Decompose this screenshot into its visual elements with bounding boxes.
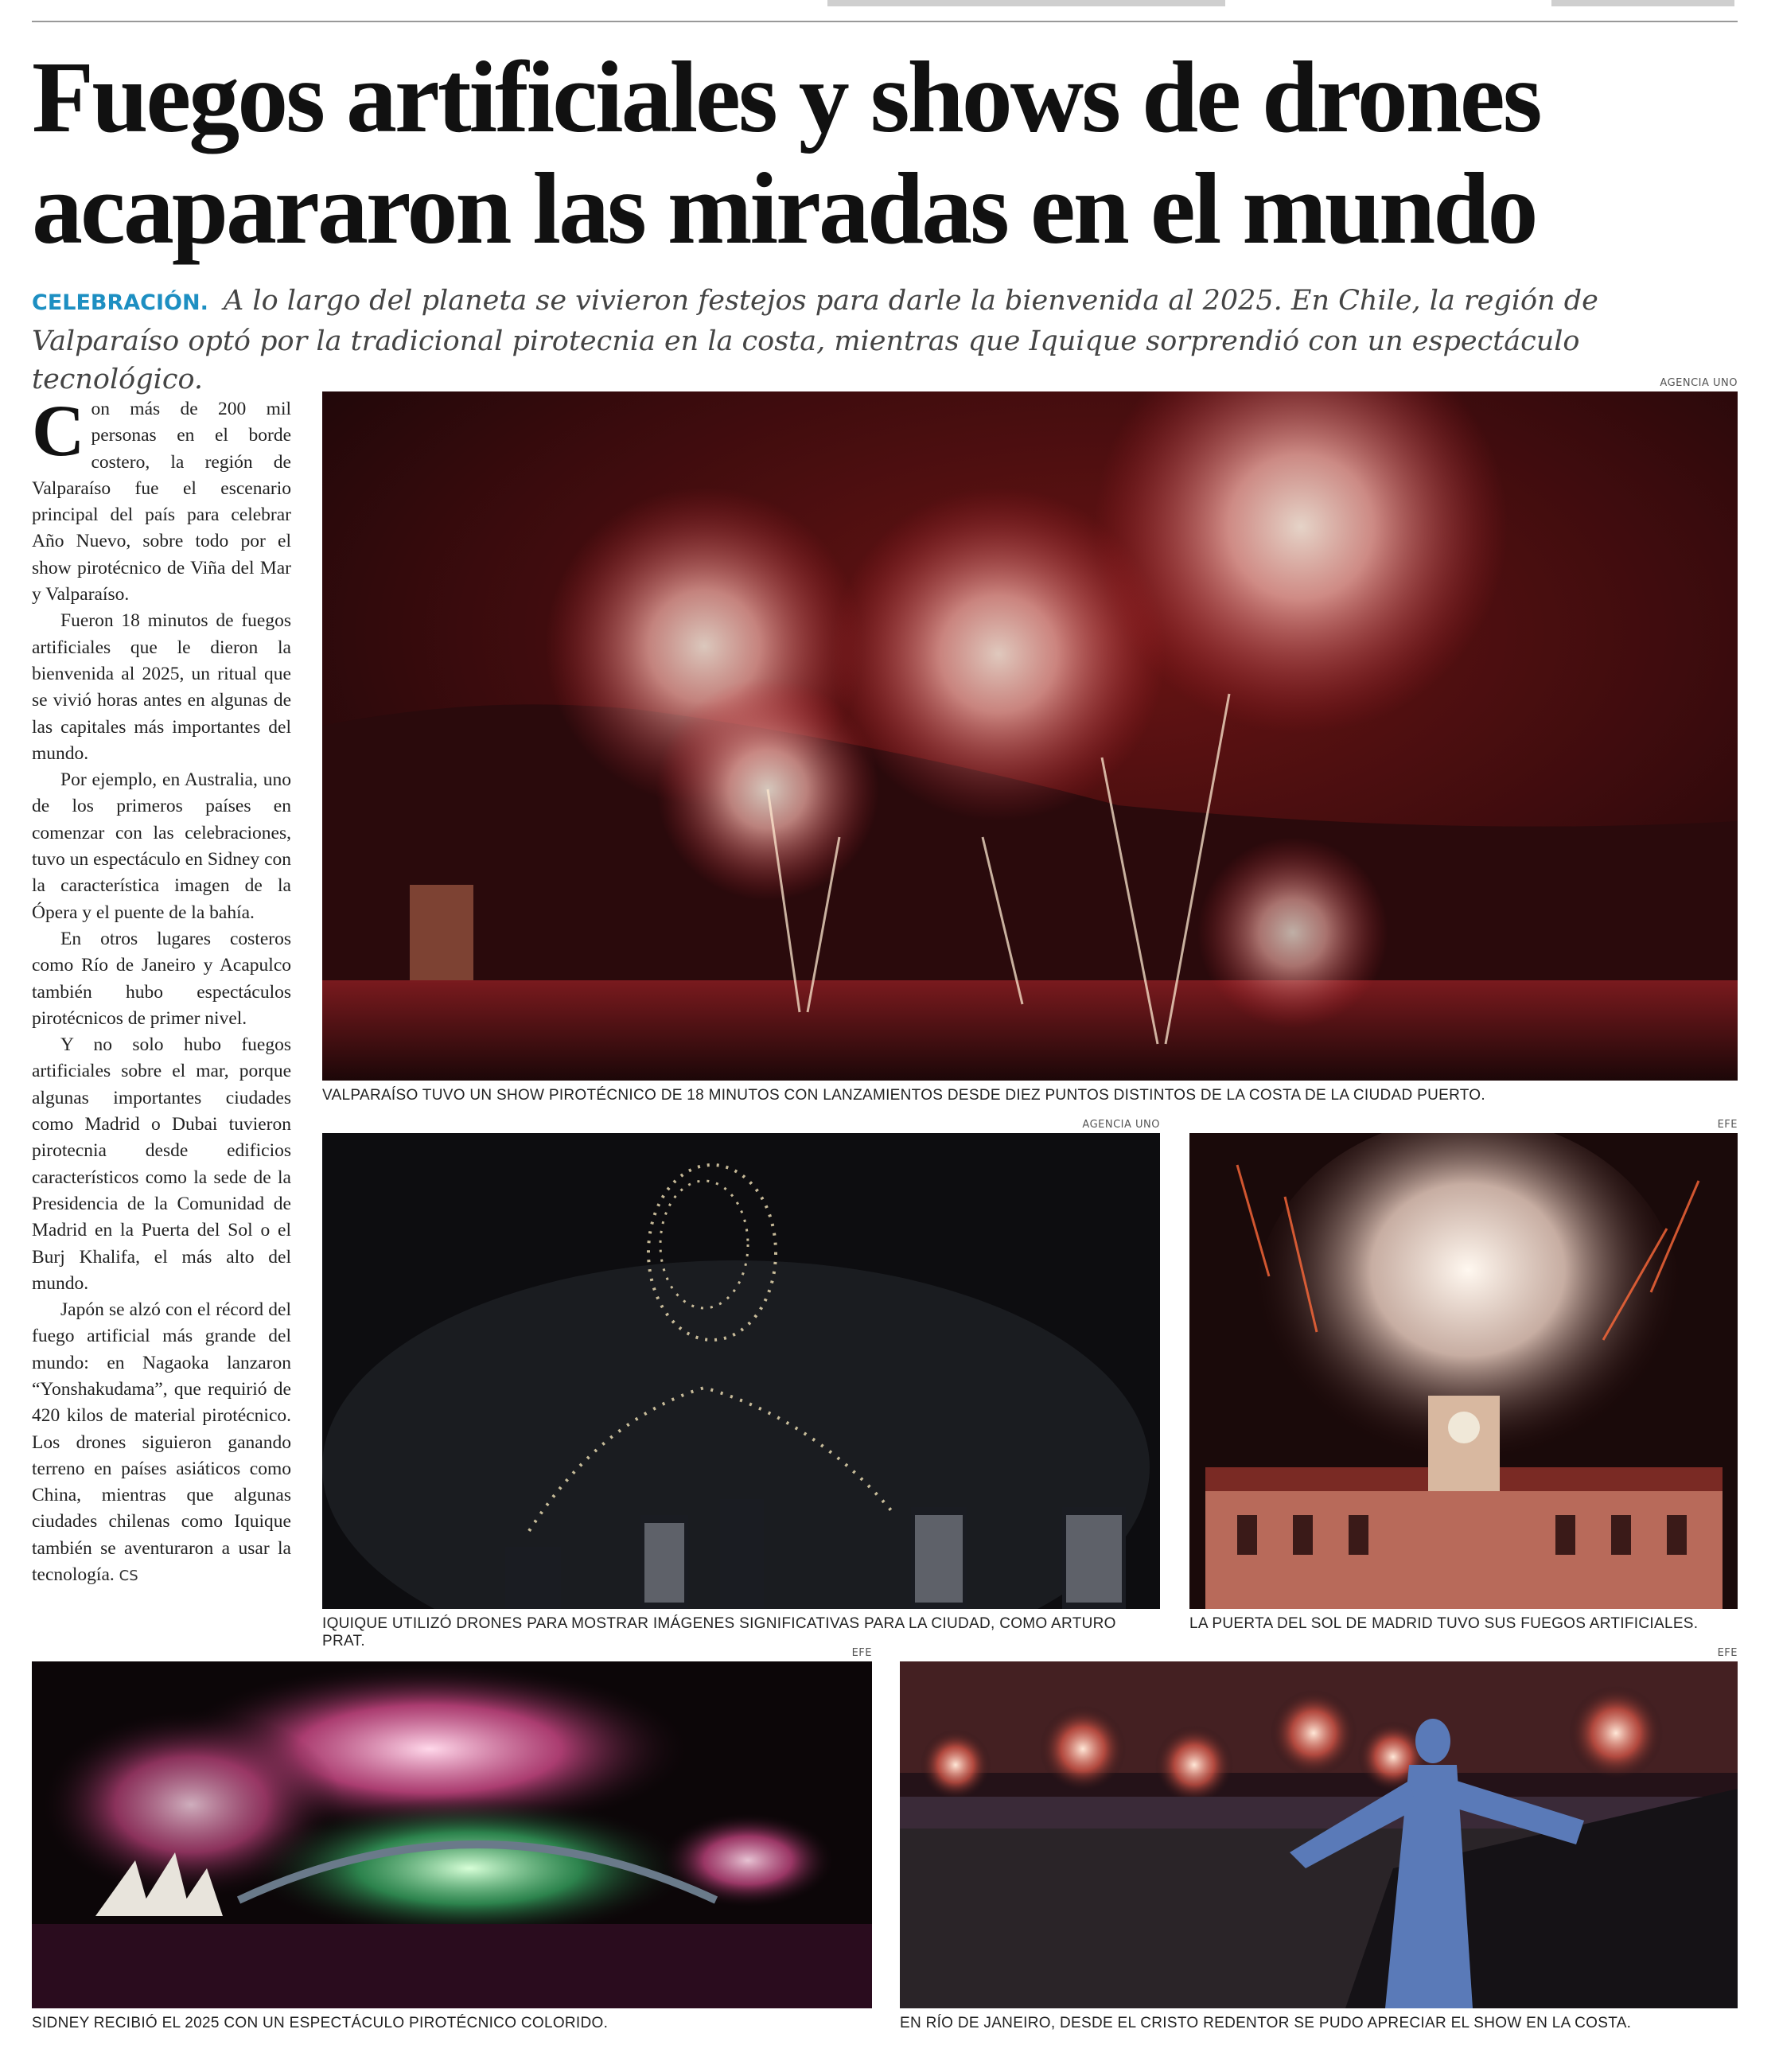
rio-cristo-redentor-photo bbox=[900, 1661, 1738, 2008]
article-body bbox=[32, 390, 291, 1589]
deck bbox=[32, 282, 1742, 399]
sidney-photo-credit: EFE bbox=[851, 1647, 872, 1659]
headline bbox=[32, 41, 1742, 264]
dropcap: C bbox=[32, 390, 85, 471]
header-residue bbox=[827, 0, 1225, 6]
rio-photo-credit: EFE bbox=[1717, 1647, 1738, 1659]
header-residue-right bbox=[1551, 0, 1734, 6]
paragraph-2: Fueron 18 minutos de fuegos artificiales que le dieron la bienvenida al 2025, un ritual que se vivió horas antes en algunas de las capitales más importantes del mundo. bbox=[32, 610, 291, 764]
iquique-drone-show-photo bbox=[322, 1133, 1160, 1609]
headline-line-1: Fuegos artificiales y shows de drones bbox=[32, 41, 1540, 154]
headline-line-2: acapararon las miradas en el mundo bbox=[32, 152, 1536, 265]
sidney-caption: SIDNEY RECIBIÓ EL 2025 CON UN ESPECTÁCULO PIROTÉCNICO COLORIDO. bbox=[32, 2015, 609, 2031]
iquique-caption: IQUIQUE UTILIZÓ DRONES PARA MOSTRAR IMÁGENES SIGNIFICATIVAS PARA LA CIUDAD, COMO ARTURO PRAT. bbox=[322, 1615, 1116, 1649]
rio-caption: EN RÍO DE JANEIRO, DESDE EL CRISTO REDENTOR SE PUDO APRECIAR EL SHOW EN LA COSTA. bbox=[900, 2015, 1632, 2031]
iquique-photo-credit: AGENCIA UNO bbox=[1082, 1119, 1160, 1131]
valparaiso-photo-credit: AGENCIA UNO bbox=[1660, 377, 1738, 389]
paragraph-6: Japón se alzó con el récord del fuego artificial más grande del mundo: en Nagaoka lanzaron “Yonshakudama”, que requirió de 420 kilos de material pirotécnico. Los drones siguieron ganando terreno en países asiáticos como China, mientras que algunas ciudades chilenas como Iquique también se aventuraron a usar la tecnología. CS bbox=[32, 1299, 291, 1586]
paragraph-5: Y no solo hubo fuegos artificiales sobre el mar, porque algunas importantes ciudades como Madrid o Dubai tuvieron pirotecnia desde edificios característicos como la sede de la Presidencia de la Comunidad de Madrid en la Puerta del Sol o el Burj Khalifa, el más alto del mundo. bbox=[32, 1034, 291, 1294]
kicker: CELEBRACIÓN. bbox=[32, 290, 208, 315]
sidney-harbour-fireworks-photo bbox=[32, 1661, 872, 2008]
madrid-puerta-del-sol-photo bbox=[1189, 1133, 1738, 1609]
paragraph-1: Con más de 200 mil personas en el borde costero, la región de Valparaíso fue el escenario principal del país para celebrar Año Nuevo, sobre todo por el show pirotécnico de Viña del Mar y Valparaíso. bbox=[32, 390, 291, 606]
deck-text: A lo largo del planeta se vivieron festejos para darle la bienvenida al 2025. En Chile, la región de Valparaíso optó por la tradicional pirotecnia en la costa, mientras que Iquique sorprendió con un espectáculo tecnológico. bbox=[32, 285, 1598, 395]
valparaiso-fireworks-photo bbox=[322, 391, 1738, 1081]
valparaiso-caption: VALPARAÍSO TUVO UN SHOW PIROTÉCNICO DE 18 MINUTOS CON LANZAMIENTOS DESDE DIEZ PUNTOS DISTINTOS DE LA COSTA DE LA CIUDAD PUERTO. bbox=[322, 1087, 1485, 1104]
paragraph-3: Por ejemplo, en Australia, uno de los primeros países en comenzar con las celebraciones, tuvo un espectáculo en Sidney con la característica imagen de la Ópera y el puente de la bahía. bbox=[32, 769, 291, 923]
madrid-photo-credit: EFE bbox=[1717, 1119, 1738, 1131]
end-mark: CS bbox=[119, 1568, 138, 1585]
madrid-caption: LA PUERTA DEL SOL DE MADRID TUVO SUS FUEGOS ARTIFICIALES. bbox=[1189, 1615, 1699, 1632]
top-rule bbox=[32, 21, 1738, 22]
paragraph-4: En otros lugares costeros como Río de Janeiro y Acapulco también hubo espectáculos pirotécnicos de primer nivel. bbox=[32, 928, 291, 1029]
